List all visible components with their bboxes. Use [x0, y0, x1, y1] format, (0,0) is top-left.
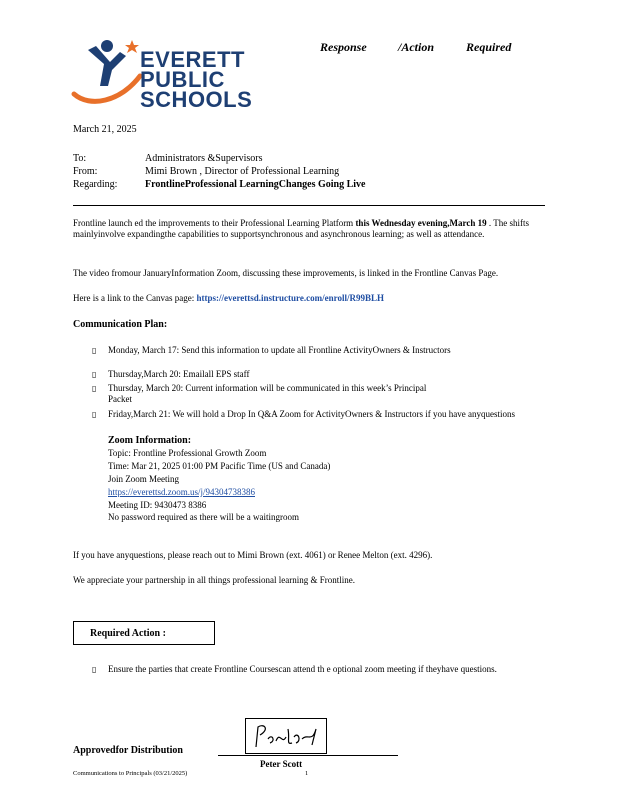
contact-paragraph: If you have anyquestions, please reach out to Mimi Brown (ext. 4061) or Renee Melton (ext. 4296).	[73, 550, 433, 560]
comm-plan-item-4: Friday,March 21: We will hold a Drop In Q&A Zoom for ActivityOwners & Instructors if you have anyquestions	[108, 409, 515, 419]
logo-line-1: EVERETT	[140, 47, 245, 72]
required-action-item: Ensure the parties that create Frontline Coursescan attend th e optional zoom meeting if theyhave questions.	[108, 664, 497, 674]
logo-text-block	[140, 47, 253, 112]
to-label: To:	[73, 153, 87, 164]
zoom-topic: Topic: Frontline Professional Growth Zoom	[108, 448, 267, 458]
zoom-password: No password required as there will be a waitingroom	[108, 512, 299, 522]
zoom-heading: Zoom Information:	[108, 435, 192, 446]
logo-line-3: SCHOOLS	[140, 87, 253, 112]
memo-date: March 21, 2025	[73, 124, 137, 135]
bullet-icon: ▯	[92, 346, 97, 355]
logo	[70, 36, 255, 111]
footer-left: Communications to Principals (03/21/2025)	[73, 770, 188, 777]
bullet-icon: ▯	[92, 370, 97, 379]
canvas-label: Here is a link to the Canvas page:	[73, 293, 195, 303]
logo-line-2: PUBLIC	[140, 67, 225, 92]
from-label: From:	[73, 166, 98, 177]
paragraph-launch-text-a: Frontline launch ed the improvements to their Professional Learning Platform	[73, 218, 354, 228]
paragraph-launch-date: this Wednesday evening,March 19	[355, 218, 487, 228]
bullet-icon: ▯	[92, 384, 97, 393]
comm-plan-heading: Communication Plan:	[73, 319, 168, 330]
header-divider	[73, 205, 545, 206]
approval-label: Approvedfor Distribution	[73, 745, 183, 756]
appreciation-paragraph: We appreciate your partnership in all things professional learning & Frontline.	[73, 575, 355, 585]
signature-line	[218, 755, 398, 756]
paragraph-launch	[73, 218, 538, 240]
zoom-meeting-id: Meeting ID: 9430473 8386	[108, 500, 207, 510]
zoom-link[interactable]: https://everettsd.zoom.us/j/94304738386	[108, 487, 255, 497]
header-required: Required	[466, 40, 512, 54]
zoom-time: Time: Mar 21, 2025 01:00 PM Pacific Time (US and Canada)	[108, 461, 331, 471]
required-action-label: Required Action :	[90, 628, 166, 639]
logo-head	[101, 40, 113, 52]
regarding-label: Regarding:	[73, 179, 118, 190]
from-value: Mimi Brown , Director of Professional Learning	[145, 166, 340, 177]
logo-mark	[70, 36, 145, 111]
paragraph-canvas	[73, 293, 538, 304]
bullet-icon: ▯	[92, 410, 97, 419]
approver-name: Peter Scott	[260, 759, 303, 769]
paragraph-launch-text-b: . The shifts mainlyinvolve expandingthe capabilities to supportsynchronous and asynchronous learning; as well as attendance.	[73, 218, 529, 239]
paragraph-video: The video fromour JanuaryInformation Zoom, discussing these improvements, is linked in the Frontline Canvas Page.	[73, 268, 499, 278]
canvas-link[interactable]: https://everettsd.instructure.com/enroll/R99BLH	[196, 293, 384, 303]
regarding-value: FrontlineProfessional LearningChanges Going Live	[145, 179, 366, 190]
header-action: /Action	[398, 40, 435, 54]
comm-plan-item-2: Thursday,March 20: Emailall EPS staff	[108, 369, 250, 379]
signature-image	[245, 718, 327, 754]
comm-plan-item-1: Monday, March 17: Send this information to update all Frontline ActivityOwners & Instructors	[108, 345, 451, 355]
footer-page-number: 1	[305, 770, 309, 777]
comm-plan-item-3: Thursday, March 20: Current information will be communicated in this week’s Principal Packet	[108, 383, 427, 404]
logo-star-icon	[125, 40, 139, 53]
signature-icon	[246, 719, 326, 753]
to-value: Administrators &Supervisors	[145, 153, 263, 164]
bullet-icon: ▯	[92, 665, 97, 674]
header-response: Response	[320, 40, 367, 54]
required-action-box	[73, 621, 215, 645]
zoom-join: Join Zoom Meeting	[108, 474, 179, 484]
